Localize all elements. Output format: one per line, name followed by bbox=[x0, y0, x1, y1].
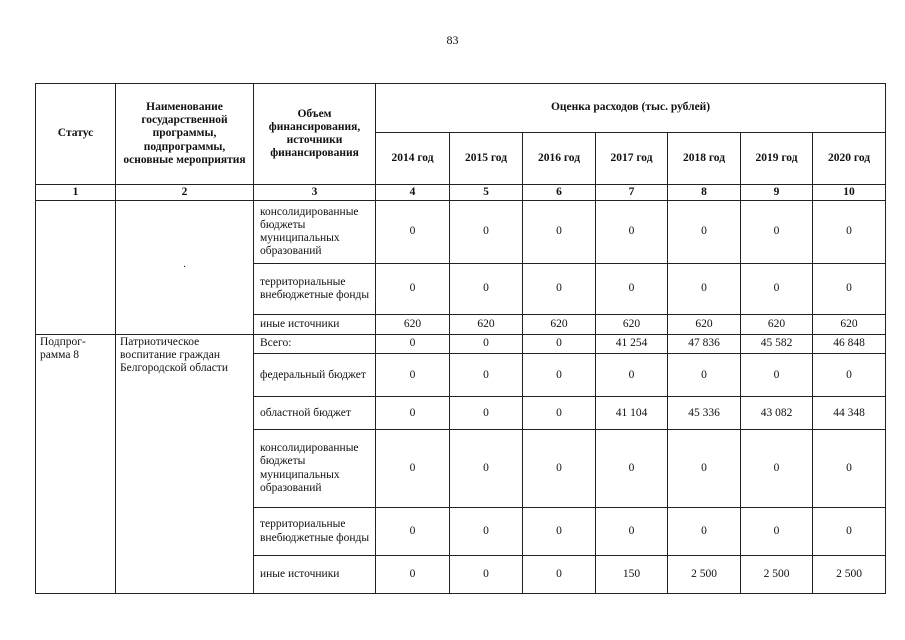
value-cell: 0 bbox=[523, 555, 596, 593]
value-cell: 0 bbox=[450, 430, 523, 508]
value-cell: 46 848 bbox=[813, 334, 886, 354]
value-cell: 0 bbox=[523, 263, 596, 314]
financing-source: консолидированные бюджеты муниципальных образований bbox=[254, 201, 376, 264]
header-financing-volume: Объем финансирования, источники финансирования bbox=[254, 84, 376, 185]
header-status: Статус bbox=[36, 84, 116, 185]
value-cell: 0 bbox=[450, 397, 523, 430]
value-cell: 45 336 bbox=[668, 397, 741, 430]
value-cell: 0 bbox=[376, 263, 450, 314]
value-cell: 0 bbox=[376, 430, 450, 508]
subprogram-name: Патриотическое воспитание граждан Белгородской области bbox=[116, 334, 254, 594]
value-cell: 0 bbox=[741, 263, 813, 314]
header-year: 2020 год bbox=[813, 133, 886, 185]
column-number: 1 bbox=[36, 185, 116, 201]
value-cell: 0 bbox=[523, 430, 596, 508]
table-row bbox=[36, 334, 886, 354]
column-number: 3 bbox=[254, 185, 376, 201]
financing-source: иные источники bbox=[254, 555, 376, 593]
scan-mark: · bbox=[182, 261, 187, 273]
value-cell: 0 bbox=[450, 334, 523, 354]
value-cell: 0 bbox=[813, 201, 886, 264]
value-cell: 0 bbox=[376, 397, 450, 430]
financing-source: территориальные внебюджетные фонды bbox=[254, 508, 376, 556]
financing-source: территориальные внебюджетные фонды bbox=[254, 263, 376, 314]
value-cell: 0 bbox=[376, 555, 450, 593]
table-row bbox=[36, 201, 886, 264]
value-cell: 0 bbox=[523, 201, 596, 264]
value-cell: 620 bbox=[596, 314, 668, 334]
header-year: 2014 год bbox=[376, 133, 450, 185]
page-number: 83 bbox=[446, 33, 459, 47]
value-cell: 620 bbox=[668, 314, 741, 334]
column-number: 8 bbox=[668, 185, 741, 201]
column-number: 2 bbox=[116, 185, 254, 201]
header-program-name: Наименование государственной программы, подпрограммы, основные мероприятия bbox=[116, 84, 254, 185]
header-year: 2018 год bbox=[668, 133, 741, 185]
value-cell: 0 bbox=[376, 334, 450, 354]
value-cell: 0 bbox=[741, 508, 813, 556]
value-cell: 0 bbox=[596, 430, 668, 508]
expenditure-table bbox=[35, 83, 886, 594]
value-cell: 0 bbox=[450, 508, 523, 556]
subprogram-status: Подпрог- рамма 8 bbox=[36, 334, 116, 594]
value-cell: 2 500 bbox=[813, 555, 886, 593]
value-cell: 620 bbox=[523, 314, 596, 334]
header-year: 2017 год bbox=[596, 133, 668, 185]
financing-source: областной бюджет bbox=[254, 397, 376, 430]
header-year: 2016 год bbox=[523, 133, 596, 185]
header-expenditure-estimate: Оценка расходов (тыс. рублей) bbox=[376, 84, 886, 133]
value-cell: 0 bbox=[376, 508, 450, 556]
column-number: 5 bbox=[450, 185, 523, 201]
column-number: 7 bbox=[596, 185, 668, 201]
value-cell: 0 bbox=[450, 354, 523, 397]
value-cell: 0 bbox=[523, 508, 596, 556]
column-number: 9 bbox=[741, 185, 813, 201]
value-cell: 0 bbox=[813, 430, 886, 508]
value-cell: 43 082 bbox=[741, 397, 813, 430]
value-cell: 0 bbox=[450, 263, 523, 314]
column-number: 10 bbox=[813, 185, 886, 201]
value-cell: 47 836 bbox=[668, 334, 741, 354]
financing-source: иные источники bbox=[254, 314, 376, 334]
value-cell: 0 bbox=[813, 508, 886, 556]
value-cell: 620 bbox=[741, 314, 813, 334]
value-cell: 44 348 bbox=[813, 397, 886, 430]
value-cell: 45 582 bbox=[741, 334, 813, 354]
value-cell: 2 500 bbox=[668, 555, 741, 593]
value-cell: 0 bbox=[813, 354, 886, 397]
header-year: 2019 год bbox=[741, 133, 813, 185]
value-cell: 150 bbox=[596, 555, 668, 593]
value-cell: 0 bbox=[741, 354, 813, 397]
value-cell: 0 bbox=[450, 201, 523, 264]
value-cell: 0 bbox=[741, 430, 813, 508]
value-cell: 0 bbox=[596, 263, 668, 314]
value-cell: 0 bbox=[376, 354, 450, 397]
value-cell: 620 bbox=[376, 314, 450, 334]
value-cell: 0 bbox=[668, 201, 741, 264]
value-cell: 620 bbox=[450, 314, 523, 334]
value-cell: 0 bbox=[813, 263, 886, 314]
value-cell: 0 bbox=[523, 334, 596, 354]
value-cell: 0 bbox=[450, 555, 523, 593]
value-cell: 0 bbox=[668, 263, 741, 314]
value-cell: 0 bbox=[596, 508, 668, 556]
value-cell: 0 bbox=[668, 430, 741, 508]
value-cell: 41 104 bbox=[596, 397, 668, 430]
value-cell: 620 bbox=[813, 314, 886, 334]
value-cell: 0 bbox=[376, 201, 450, 264]
status-cell bbox=[36, 201, 116, 335]
financing-source: Всего: bbox=[254, 334, 376, 354]
value-cell: 0 bbox=[668, 508, 741, 556]
value-cell: 41 254 bbox=[596, 334, 668, 354]
financing-source: консолидированные бюджеты муниципальных образований bbox=[254, 430, 376, 508]
program-name-cell bbox=[116, 201, 254, 335]
value-cell: 0 bbox=[523, 397, 596, 430]
value-cell: 0 bbox=[596, 201, 668, 264]
column-number: 6 bbox=[523, 185, 596, 201]
value-cell: 0 bbox=[668, 354, 741, 397]
value-cell: 0 bbox=[523, 354, 596, 397]
column-number: 4 bbox=[376, 185, 450, 201]
header-year: 2015 год bbox=[450, 133, 523, 185]
financing-source: федеральный бюджет bbox=[254, 354, 376, 397]
value-cell: 0 bbox=[741, 201, 813, 264]
value-cell: 2 500 bbox=[741, 555, 813, 593]
value-cell: 0 bbox=[596, 354, 668, 397]
